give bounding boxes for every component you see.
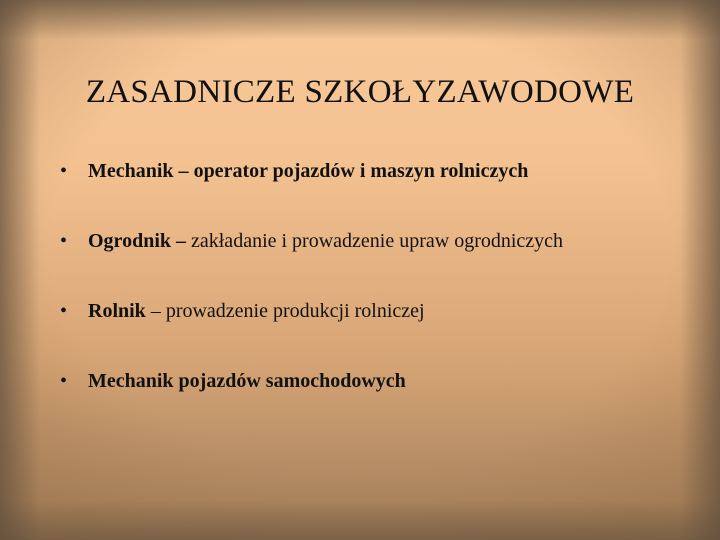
bullet-description: – prowadzenie produkcji rolniczej [145, 300, 425, 322]
bullet-term: Mechanik – [88, 160, 194, 182]
bullet-item-rolnik [60, 300, 700, 370]
bullet-dot-icon: • [60, 160, 68, 182]
bullet-description: zakładanie i prowadzenie upraw ogrodniczych [191, 230, 564, 252]
bullet-item-mechanik-pojazdow [60, 370, 700, 440]
bullet-term: Mechanik pojazdów samochodowych [88, 370, 406, 392]
frame-shadow-bottom [0, 500, 720, 540]
bullet-dot-icon: • [60, 300, 68, 322]
frame-shadow-top [0, 0, 720, 40]
bullet-item-mechanik [60, 160, 700, 230]
bullet-item-ogrodnik [60, 230, 700, 300]
bullet-dot-icon: • [60, 370, 68, 392]
bullet-description: operator pojazdów i maszyn rolniczych [193, 160, 529, 182]
bullet-term: Ogrodnik – [88, 230, 191, 252]
slide-title: ZASADNICZE SZKOŁYZAWODOWE [85, 74, 635, 110]
bullet-term: Rolnik [88, 300, 146, 322]
bullet-list [60, 160, 700, 440]
bullet-dot-icon: • [60, 230, 68, 252]
